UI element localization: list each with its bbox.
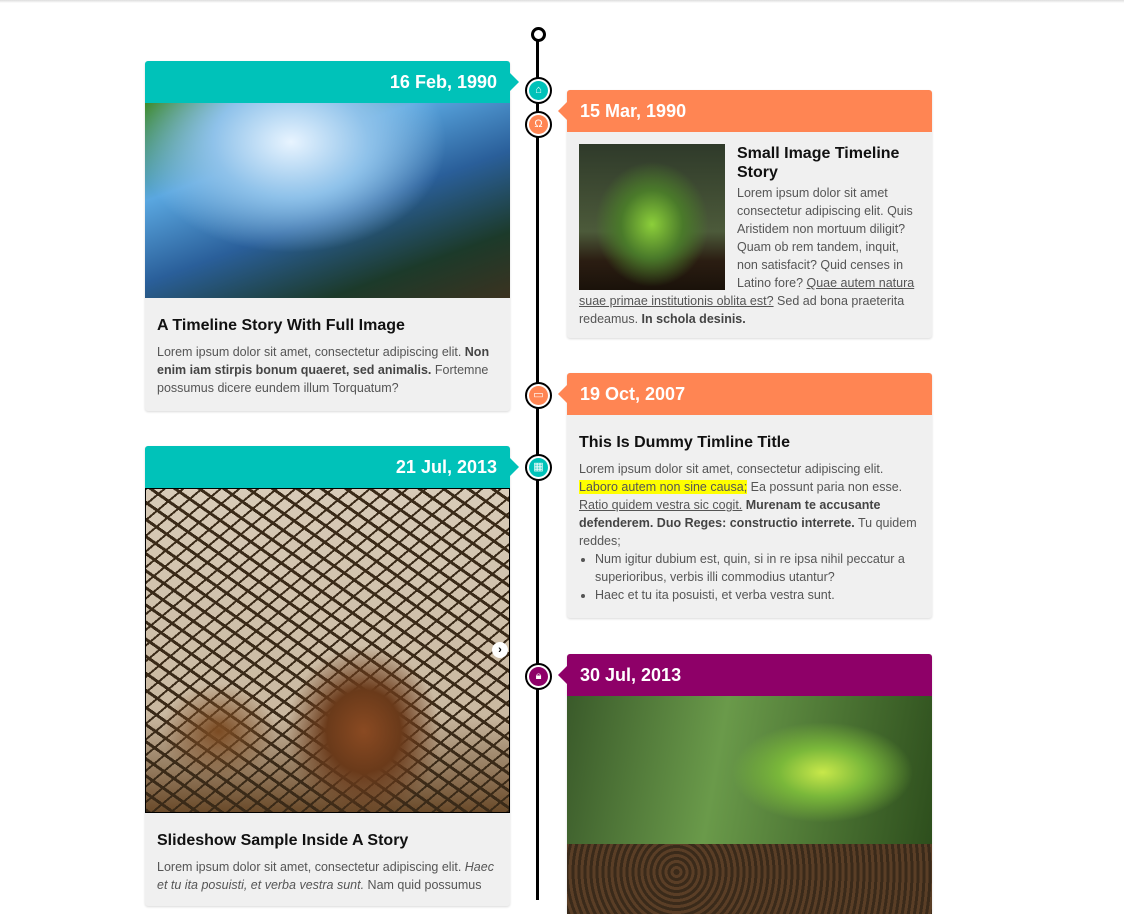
seedling-thumbnail <box>579 144 725 290</box>
story-date: 15 Mar, 1990 <box>580 100 687 121</box>
story-date: 19 Oct, 2007 <box>580 383 686 404</box>
slideshow-next-button[interactable]: › <box>492 642 508 658</box>
story-title: A Timeline Story With Full Image <box>157 317 405 334</box>
story-link[interactable]: Quae autem natura suae primae institutionis oblita est? <box>579 276 915 308</box>
story-title: This Is Dummy Timline Title <box>579 434 791 451</box>
list-item: • Haec et tu ita posuisti, et verba vestra sunt. <box>595 586 920 604</box>
home-icon: ⌂ <box>525 77 552 104</box>
story-date-header <box>145 446 510 488</box>
lock-icon: 🔒︎ <box>525 663 552 690</box>
story-date: 30 Jul, 2013 <box>580 664 682 685</box>
list-item: • Num igitur dubium est, quin, si in re ipsa nihil peccatur a superioribus, verbis illi commodius utantur? <box>595 550 920 586</box>
slideshow-tree-image <box>145 488 510 813</box>
grid-icon: ▦ <box>525 454 552 481</box>
story-text: Lorem ipsum dolor sit amet, consectetur adipiscing elit. Laboro autem non sine causa; Ea possunt paria non esse. Ratio quidem vestra sic cogit. Murenam te accusante defenderem. Duo Reges: constructio interrete. Tu quidem reddes; <box>579 462 917 548</box>
top-shadow <box>0 0 1124 3</box>
story-card <box>567 90 932 338</box>
story-date-header <box>567 654 932 696</box>
story-text: Lorem ipsum dolor sit amet, consectetur adipiscing elit. Non enim iam stirpis bonum quaeret, sed animalis. Fortemne possumus dicere eundem illum Torquatum? <box>157 345 490 395</box>
story-text: Lorem ipsum dolor sit amet, consectetur adipiscing elit. Haec et tu ita posuisti, et verba vestra sunt. Nam quid possumus <box>157 860 494 892</box>
story-card <box>145 61 510 411</box>
story-date-header <box>145 61 510 103</box>
sprout-image <box>567 696 932 914</box>
story-date: 16 Feb, 1990 <box>389 71 497 92</box>
story-text: Lorem ipsum dolor sit amet consectetur adipiscing elit. Quis Aristidem non mortuum diligit? Quam ob rem tandem, inquit, non satisfacit? Quid censes in Latino fore? Quae autem natura suae primae institutionis oblita est? Sed ad bona praeterita redeamus. In schola desinis. <box>579 186 915 326</box>
story-link[interactable]: Ratio quidem vestra sic cogit. <box>579 498 743 512</box>
mountain-image <box>145 103 510 298</box>
story-title: Small Image Timeline Story <box>737 145 900 181</box>
story-list <box>579 550 920 604</box>
highlighted-text: Laboro autem non sine causa; <box>579 480 748 494</box>
headphones-icon: Ω <box>525 111 552 138</box>
timeline-start-circle <box>531 27 546 42</box>
story-title: Slideshow Sample Inside A Story <box>157 832 409 849</box>
video-icon: ▭ <box>525 382 552 409</box>
story-card <box>567 373 932 618</box>
story-date-header <box>567 373 932 415</box>
story-date-header <box>567 90 932 132</box>
story-card <box>567 654 932 914</box>
story-date: 21 Jul, 2013 <box>395 456 497 477</box>
story-card <box>145 446 510 906</box>
